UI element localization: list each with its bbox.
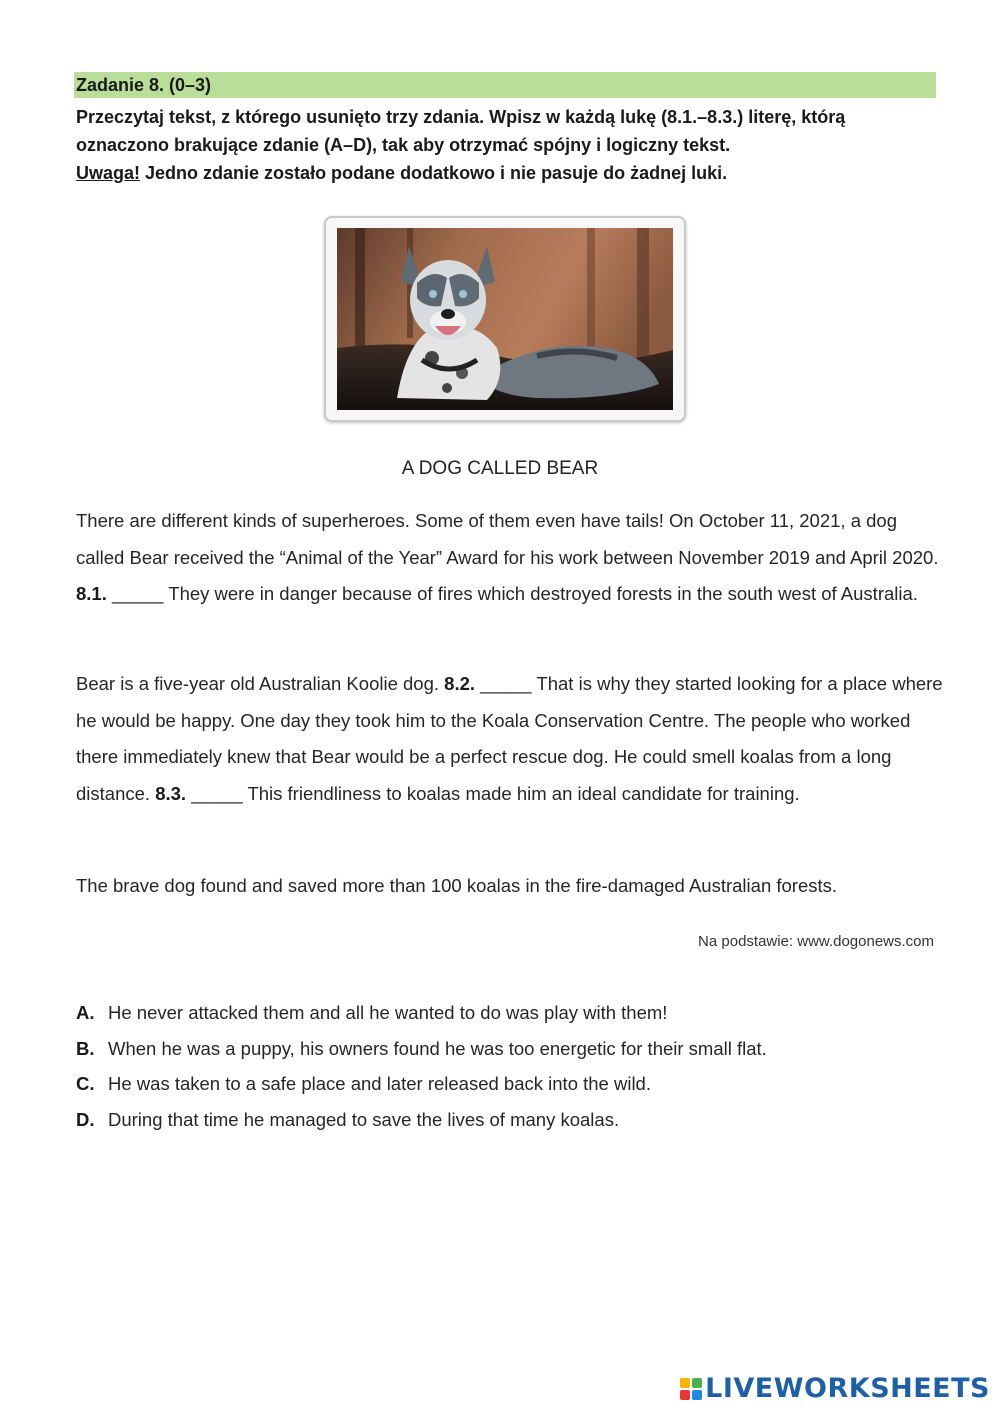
option-a <box>76 995 946 1031</box>
option-c <box>76 1066 946 1102</box>
option-text: He never attacked them and all he wanted to do was play with them! <box>108 1002 668 1023</box>
paragraph-1 <box>76 503 946 613</box>
paragraph-2-text-b: That is why they started looking for a place where he would be happy. One day they took him to the Koala Conservation Centre. The people who worked there immediately knew that Bear would be a perfect rescue dog. He could smell koalas from a long distance. <box>76 673 943 804</box>
paragraph-1-text-a: There are different kinds of superheroes. Some of them even have tails! On October 11, 2021, a dog called Bear received the “Animal of the Year” Award for his work between November 2019 and April 2020. <box>76 510 939 568</box>
option-letter: B. <box>76 1037 95 1059</box>
liveworksheets-logo <box>680 1372 990 1406</box>
gap-8-3-blank[interactable]: _____ <box>191 782 243 804</box>
task-header: Zadanie 8. (0–3) <box>74 72 936 98</box>
gap-8-3-label: 8.3. <box>155 782 187 804</box>
note-text: Jedno zdanie zostało podane dodatkowo i nie pasuje do żadnej luki. <box>145 163 728 183</box>
option-b <box>76 1031 946 1067</box>
option-text: During that time he managed to save the lives of many koalas. <box>108 1108 620 1130</box>
paragraph-2-text-c: This friendliness to koalas made him an ideal candidate for training. <box>247 782 800 804</box>
dog-photo <box>324 216 686 422</box>
paragraph-1-text-b: They were in danger because of fires which destroyed forests in the south west of Australia. <box>168 583 918 604</box>
dog-photo-illustration <box>337 228 673 410</box>
option-letter: A. <box>76 1002 95 1023</box>
gap-8-1-blank[interactable]: _____ <box>112 583 164 604</box>
option-d <box>76 1102 946 1138</box>
answer-options <box>76 995 946 1137</box>
paragraph-2 <box>76 666 946 812</box>
paragraph-3: The brave dog found and saved more than 100 koalas in the fire-damaged Australian forests. <box>76 875 838 896</box>
instruction-main: Przeczytaj tekst, z którego usunięto trzy zdania. Wpisz w każdą lukę (8.1.–8.3.) literę, którą oznaczono brakujące zdanie (A–D), tak aby otrzymać spójny i logiczny tekst. <box>76 107 846 155</box>
option-letter: D. <box>76 1108 95 1130</box>
gap-8-1-label: 8.1. <box>76 583 107 604</box>
gap-8-2-label: 8.2. <box>444 673 476 694</box>
article-title: A DOG CALLED BEAR <box>401 458 599 479</box>
paragraph-2-text-a: Bear is a five-year old Australian Koolie dog. <box>76 673 440 694</box>
option-letter: C. <box>76 1073 95 1094</box>
note-label: Uwaga! <box>76 163 141 183</box>
source-note: Na podstawie: www.dogonews.com <box>698 933 934 950</box>
task-instructions <box>76 103 938 187</box>
option-text: When he was a puppy, his owners found he was too energetic for their small flat. <box>108 1037 767 1059</box>
liveworksheets-icon <box>680 1378 702 1400</box>
option-text: He was taken to a safe place and later released back into the wild. <box>108 1073 651 1094</box>
gap-8-2-blank[interactable]: _____ <box>480 673 532 694</box>
liveworksheets-wordmark: LIVEWORKSHEETS <box>705 1373 990 1404</box>
